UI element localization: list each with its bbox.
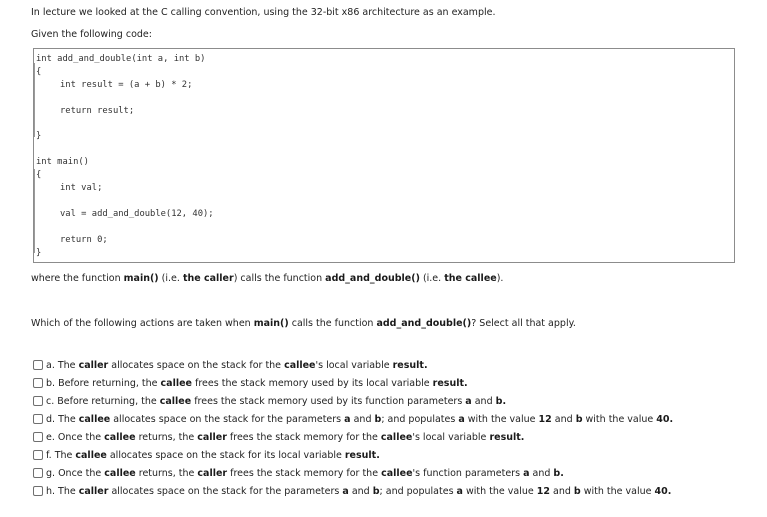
option-label-part: g. Once the	[46, 467, 105, 479]
question-part: ? Select all that apply.	[471, 318, 576, 329]
option-e[interactable]	[33, 430, 524, 444]
option-label-bold: result.	[489, 431, 525, 443]
option-label-bold: b	[575, 413, 583, 425]
option-label-bold: b.	[495, 395, 507, 407]
option-label-part: frees the stack memory for the	[226, 431, 381, 443]
option-label-part: returns, the	[135, 467, 198, 479]
where-bold: main()	[123, 273, 159, 284]
option-label	[46, 378, 468, 389]
where-bold: the caller	[182, 273, 234, 284]
code-fold-line	[34, 169, 35, 253]
option-label-bold: b.	[553, 467, 564, 479]
option-label-bold: callee	[159, 395, 192, 407]
option-label-part: allocates space on the stack for its local variable	[106, 449, 345, 461]
option-label-part: 's local variable	[315, 359, 393, 371]
code-line: return 0;	[60, 235, 108, 245]
option-label-bold: a	[342, 485, 349, 497]
where-part: (i.e.	[158, 273, 183, 284]
code-fold-line	[34, 63, 35, 137]
option-label	[46, 432, 524, 443]
option-label-part: and	[551, 413, 576, 425]
option-label	[46, 468, 564, 479]
option-label-bold: b	[374, 413, 382, 425]
option-label-bold: caller	[78, 485, 109, 497]
option-label-part: 's local variable	[412, 431, 490, 443]
where-bold: the callee	[444, 273, 497, 284]
where-part: ).	[496, 273, 504, 284]
option-label-part: allocates space on the stack for the parameters	[108, 485, 343, 497]
code-line: int val;	[60, 183, 103, 193]
option-label-bold: a	[523, 467, 530, 479]
where-bold: add_and_double()	[325, 273, 420, 284]
question-part: calls the function	[288, 318, 377, 329]
code-line: int result = (a + b) * 2;	[60, 80, 193, 90]
given-text: Given the following code:	[31, 29, 152, 40]
option-label-bold: result.	[432, 377, 468, 389]
option-checkbox[interactable]	[33, 486, 43, 496]
option-label-part: and	[348, 485, 373, 497]
option-label-part: frees the stack memory used by its local variable	[192, 377, 433, 389]
option-label-bold: callee	[104, 467, 136, 479]
option-label-part: ; and populates	[379, 485, 457, 497]
option-checkbox[interactable]	[33, 468, 43, 478]
option-label-part: and	[350, 413, 375, 425]
code-line: {	[36, 170, 42, 180]
option-label-part: frees the stack memory for the	[227, 467, 382, 479]
option-label-part: and	[471, 395, 496, 407]
option-checkbox[interactable]	[33, 378, 43, 388]
option-label	[46, 450, 380, 461]
option-label-bold: 12	[538, 413, 552, 425]
where-part: ) calls the function	[233, 273, 326, 284]
option-label-part: ; and populates	[381, 413, 459, 425]
code-line: }	[36, 131, 42, 141]
option-label-bold: callee	[160, 377, 192, 389]
option-h[interactable]	[33, 484, 671, 498]
option-f[interactable]	[33, 448, 380, 462]
option-label-bold: callee	[380, 431, 413, 443]
option-label-part: with the value	[462, 485, 537, 497]
option-label-bold: result.	[392, 359, 428, 371]
option-label-part: e. Once the	[46, 431, 105, 443]
option-checkbox[interactable]	[33, 414, 43, 424]
intro-text: In lecture we looked at the C calling convention, using the 32-bit x86 architecture as an example.	[31, 7, 496, 18]
option-a[interactable]	[33, 358, 428, 372]
option-label	[46, 414, 673, 425]
option-label-bold: caller	[78, 359, 109, 371]
option-label-part: and	[549, 485, 574, 497]
option-label-part: frees the stack memory used by its function parameters	[191, 395, 466, 407]
option-checkbox[interactable]	[33, 450, 43, 460]
option-label-part: c. Before returning, the	[46, 395, 160, 407]
option-d[interactable]	[33, 412, 673, 426]
question-text	[31, 318, 576, 329]
where-part: (i.e.	[419, 273, 445, 284]
option-label-part: with the value	[582, 413, 657, 425]
option-label-bold: 12	[536, 485, 550, 497]
option-label-bold: callee	[78, 413, 111, 425]
option-label-bold: b	[573, 485, 581, 497]
option-label-bold: 40.	[654, 485, 672, 497]
question-bold: main()	[253, 318, 289, 329]
option-label	[46, 396, 506, 407]
option-c[interactable]	[33, 394, 506, 408]
option-label-part: and	[529, 467, 554, 479]
option-label-bold: callee	[381, 467, 413, 479]
option-label-bold: a	[458, 413, 465, 425]
where-part: where the function	[31, 273, 124, 284]
question-bold: add_and_double()	[376, 318, 472, 329]
option-label-bold: a	[344, 413, 351, 425]
option-label-part: allocates space on the stack for the parameters	[110, 413, 345, 425]
option-label-bold: a	[465, 395, 472, 407]
option-label-part: h. The	[46, 485, 79, 497]
option-checkbox[interactable]	[33, 360, 43, 370]
option-label-bold: callee	[104, 431, 136, 443]
option-g[interactable]	[33, 466, 564, 480]
option-label-bold: b	[372, 485, 380, 497]
code-line: }	[36, 248, 42, 258]
option-label-bold: callee	[284, 359, 316, 371]
option-label-part: allocates space on the stack for the	[108, 359, 285, 371]
where-text	[31, 273, 503, 284]
code-line: {	[36, 67, 42, 77]
option-label-bold: result.	[344, 449, 380, 461]
option-label-bold: caller	[197, 431, 227, 443]
code-line: val = add_and_double(12, 40);	[60, 209, 214, 219]
option-label-part: d. The	[46, 413, 79, 425]
option-label	[46, 360, 428, 371]
option-label-part: a. The	[46, 359, 79, 371]
option-label-bold: 40.	[656, 413, 674, 425]
option-label-bold: callee	[75, 449, 107, 461]
option-label-part: 's function parameters	[412, 467, 524, 479]
code-block	[33, 48, 735, 263]
option-label-part: f. The	[46, 449, 76, 461]
option-label	[46, 486, 671, 497]
option-label-part: returns, the	[135, 431, 198, 443]
code-line: int add_and_double(int a, int b)	[36, 54, 206, 64]
code-line: int main()	[36, 157, 89, 167]
option-checkbox[interactable]	[33, 396, 43, 406]
option-label-bold: caller	[197, 467, 228, 479]
option-checkbox[interactable]	[33, 432, 43, 442]
code-line: return result;	[60, 106, 135, 116]
option-label-part: with the value	[464, 413, 539, 425]
option-b[interactable]	[33, 376, 468, 390]
option-label-part: with the value	[580, 485, 655, 497]
option-label-part: b. Before returning, the	[46, 377, 161, 389]
option-label-bold: a	[456, 485, 463, 497]
question-part: Which of the following actions are taken when	[31, 318, 254, 329]
